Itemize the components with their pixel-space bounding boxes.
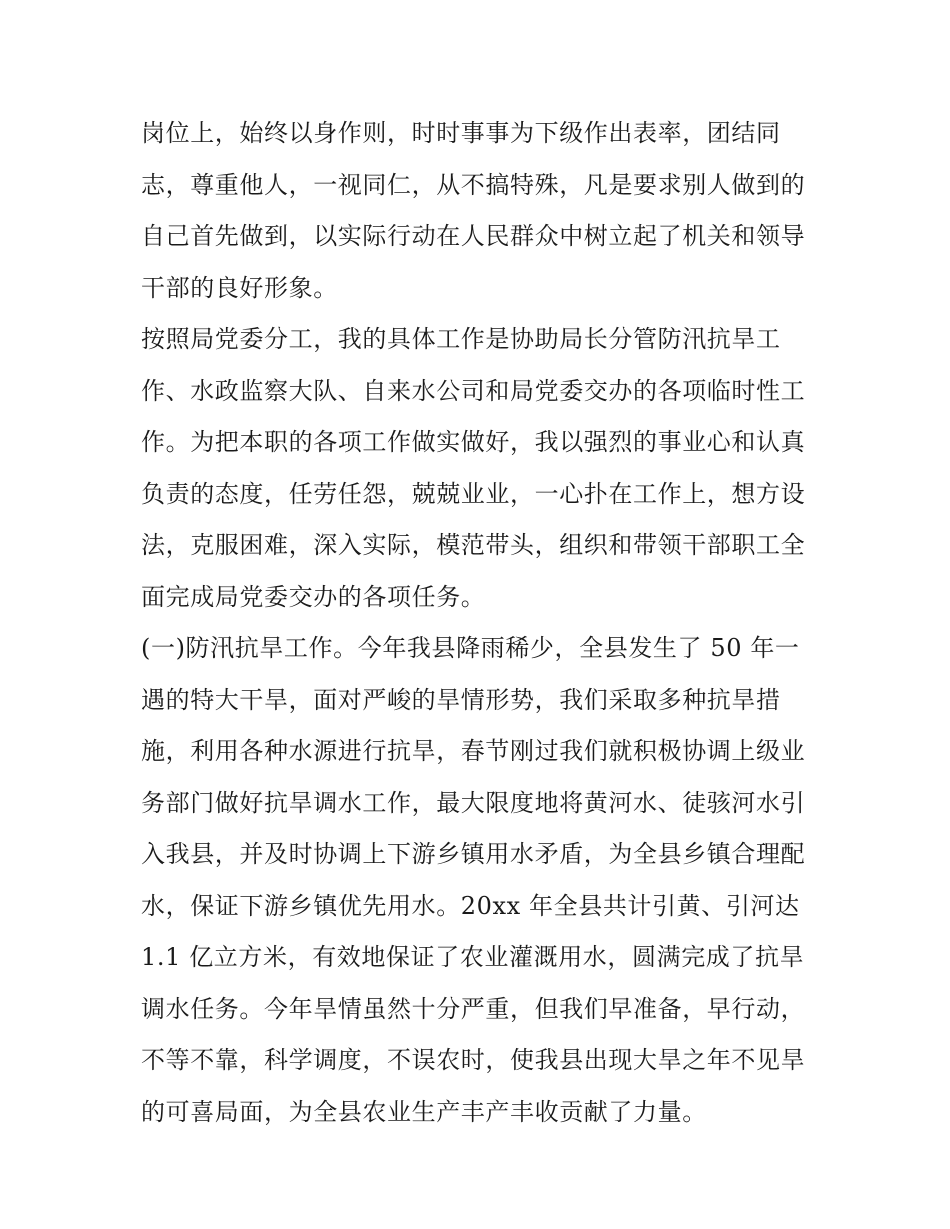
document-body [141, 108, 817, 1138]
text-line: 1.1 亿立方米，有效地保证了农业灌溉用水，圆满完成了抗旱 [141, 943, 805, 971]
text-line: 面完成局党委交办的各项任务。 [141, 582, 486, 611]
paragraph-leadership-example [141, 108, 817, 314]
text-line: 的可喜局面，为全县农业生产丰产丰收贡献了力量。 [141, 1097, 707, 1126]
text-line: 自己首先做到，以实际行动在人民群众中树立起了机关和领导 [141, 222, 806, 250]
text-line: 遇的特大干旱，面对严峻的旱情形势，我们采取多种抗旱措 [141, 685, 781, 714]
text-line: 志，尊重他人，一视同仁，从不搞特殊，凡是要求别人做到的 [141, 170, 806, 199]
paragraph-work-assignment [141, 314, 817, 623]
text-line: 不等不靠，科学调度，不误农时，使我县出现大旱之年不见旱 [141, 1046, 806, 1074]
text-line: 调水任务。今年旱情虽然十分严重，但我们早准备，早行动， [141, 994, 806, 1023]
text-line: (一)防汛抗旱工作。今年我县降雨稀少，全县发生了 50 年一 [141, 634, 800, 662]
text-line: 作。为把本职的各项工作做实做好，我以强烈的事业心和认真 [141, 428, 806, 456]
text-line: 务部门做好抗旱调水工作，最大限度地将黄河水、徒骇河水引 [141, 788, 806, 817]
text-line: 施，利用各种水源进行抗旱，春节刚过我们就积极协调上级业 [141, 737, 806, 765]
text-line: 作、水政监察大队、自来水公司和局党委交办的各项临时性工 [141, 376, 806, 405]
text-line: 干部的良好形象。 [141, 273, 338, 302]
text-line: 入我县，并及时协调上下游乡镇用水矛盾，为全县乡镇合理配 [141, 840, 806, 868]
text-line: 法，克服困难，深入实际，模范带头，组织和带领干部职工全 [141, 531, 806, 559]
text-line: 负责的态度，任劳任怨，兢兢业业，一心扑在工作上，想方设 [141, 479, 806, 508]
text-line: 按照局党委分工，我的具体工作是协助局长分管防汛抗旱工 [141, 325, 781, 353]
text-line: 水，保证下游乡镇优先用水。20xx 年全县共计引黄、引河达 [141, 891, 800, 920]
text-line: 岗位上，始终以身作则，时时事事为下级作出表率，团结同 [141, 119, 781, 147]
paragraph-flood-drought-work [141, 623, 817, 1138]
